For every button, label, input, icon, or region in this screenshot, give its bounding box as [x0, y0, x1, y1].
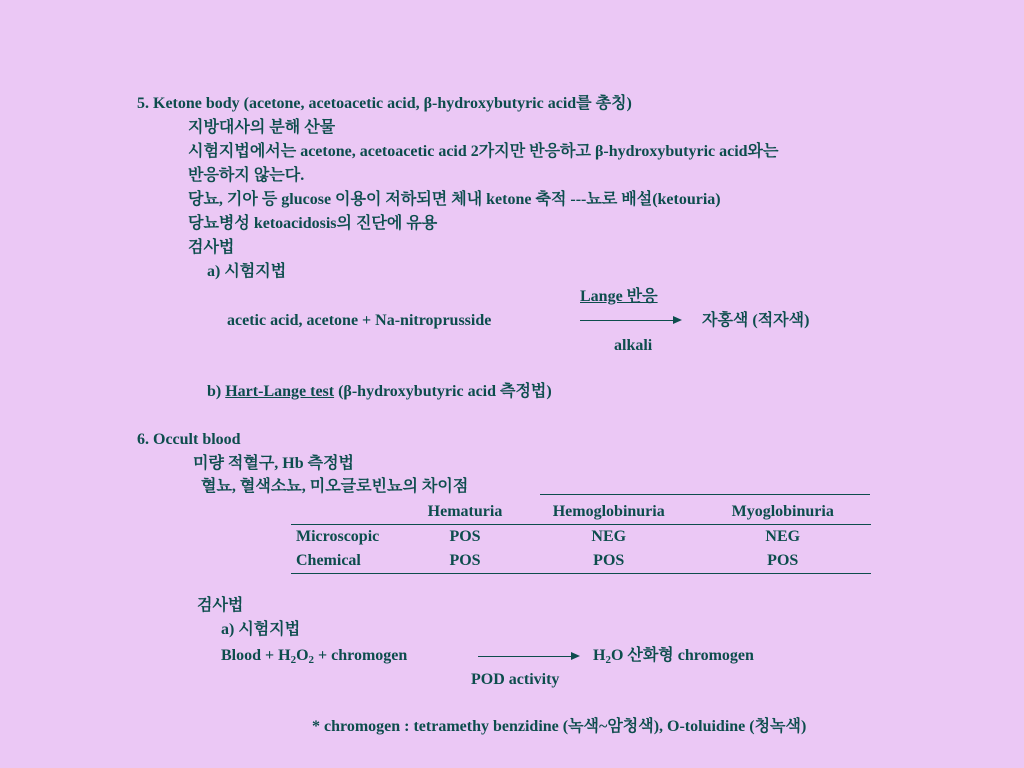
table-cell: NEG — [765, 528, 801, 545]
alkali-label: alkali — [614, 337, 653, 354]
comparison-table — [291, 500, 871, 574]
ketone-line-5: 당뇨병성 ketoacidosis의 진단에 유용 — [188, 215, 438, 232]
ketone-title: 5. Ketone body (acetone, acetoacetic acid, β-hydroxybutyric acid를 총칭) — [137, 95, 632, 112]
reactant-o: O — [296, 647, 309, 664]
occult-title: 6. Occult blood — [137, 431, 241, 448]
reactant-blood: Blood + H — [221, 647, 291, 664]
product-rest: O 산화형 chromogen — [610, 647, 754, 664]
occult-reactants — [221, 646, 407, 666]
ketone-line-4: 당뇨, 기아 등 glucose 이용이 저하되면 체내 ketone 축적 ---뇨로 배설(ketouria) — [188, 191, 721, 208]
subscript: 2 — [308, 654, 315, 666]
chromogen-footnote: * chromogen : tetramethy benzidine (녹색~암청색), O-toluidine (청녹색) — [312, 718, 807, 735]
table-header-hemoglobinuria: Hemoglobinuria — [552, 503, 665, 520]
table-caption: 혈뇨, 혈색소뇨, 미오글로빈뇨의 차이점 — [201, 478, 469, 495]
ketone-line-2: 시험지법에서는 acetone, acetoacetic acid 2가지만 반응하고 β-hydroxybutyric acid와는 — [188, 143, 779, 160]
table-header-row — [291, 500, 871, 525]
ketone-method-b — [207, 382, 552, 402]
table-top-rule — [540, 494, 870, 495]
ketone-line-1: 지방대사의 분해 산물 — [188, 119, 336, 136]
ketone-line-3: 반응하지 않는다. — [188, 167, 305, 184]
ketone-reactants: acetic acid, acetone + Na-nitroprusside — [227, 312, 492, 329]
subscript: 2 — [605, 654, 611, 666]
table-cell: NEG — [591, 528, 627, 545]
table-header-hematuria: Hematuria — [427, 503, 503, 520]
method-b-prefix: b) — [207, 383, 226, 400]
occult-method-a: a) 시험지법 — [221, 621, 301, 638]
table-cell: POS — [593, 552, 625, 569]
table-cell: POS — [767, 552, 799, 569]
method-b-suffix: (β-hydroxybutyric acid 측정법) — [334, 383, 552, 400]
subscript: 2 — [290, 654, 297, 666]
table-cell: Microscopic — [296, 528, 380, 545]
occult-product — [593, 646, 754, 666]
occult-line-1: 미량 적혈구, Hb 측정법 — [193, 455, 354, 472]
table-cell: POS — [449, 552, 481, 569]
table-row — [291, 525, 871, 550]
lange-reaction-label: Lange 반응 — [580, 288, 658, 305]
table-header-empty — [291, 500, 407, 525]
table-header-myoglobinuria: Myoglobinuria — [731, 503, 834, 520]
reactant-chromogen: + chromogen — [314, 647, 408, 664]
occult-method-heading: 검사법 — [197, 597, 244, 614]
ketone-method-a: a) 시험지법 — [207, 263, 287, 280]
product-h: H — [593, 647, 606, 664]
hart-lange-link[interactable]: Hart-Lange test — [225, 383, 335, 400]
reaction-arrow — [478, 656, 578, 657]
ketone-product: 자홍색 (적자색) — [702, 312, 810, 329]
table-cell: POS — [449, 528, 481, 545]
pod-activity-label: POD activity — [471, 671, 560, 688]
ketone-method-heading: 검사법 — [188, 239, 235, 256]
reaction-arrow — [580, 320, 680, 321]
table-cell: Chemical — [296, 552, 361, 569]
table-row — [291, 549, 871, 574]
